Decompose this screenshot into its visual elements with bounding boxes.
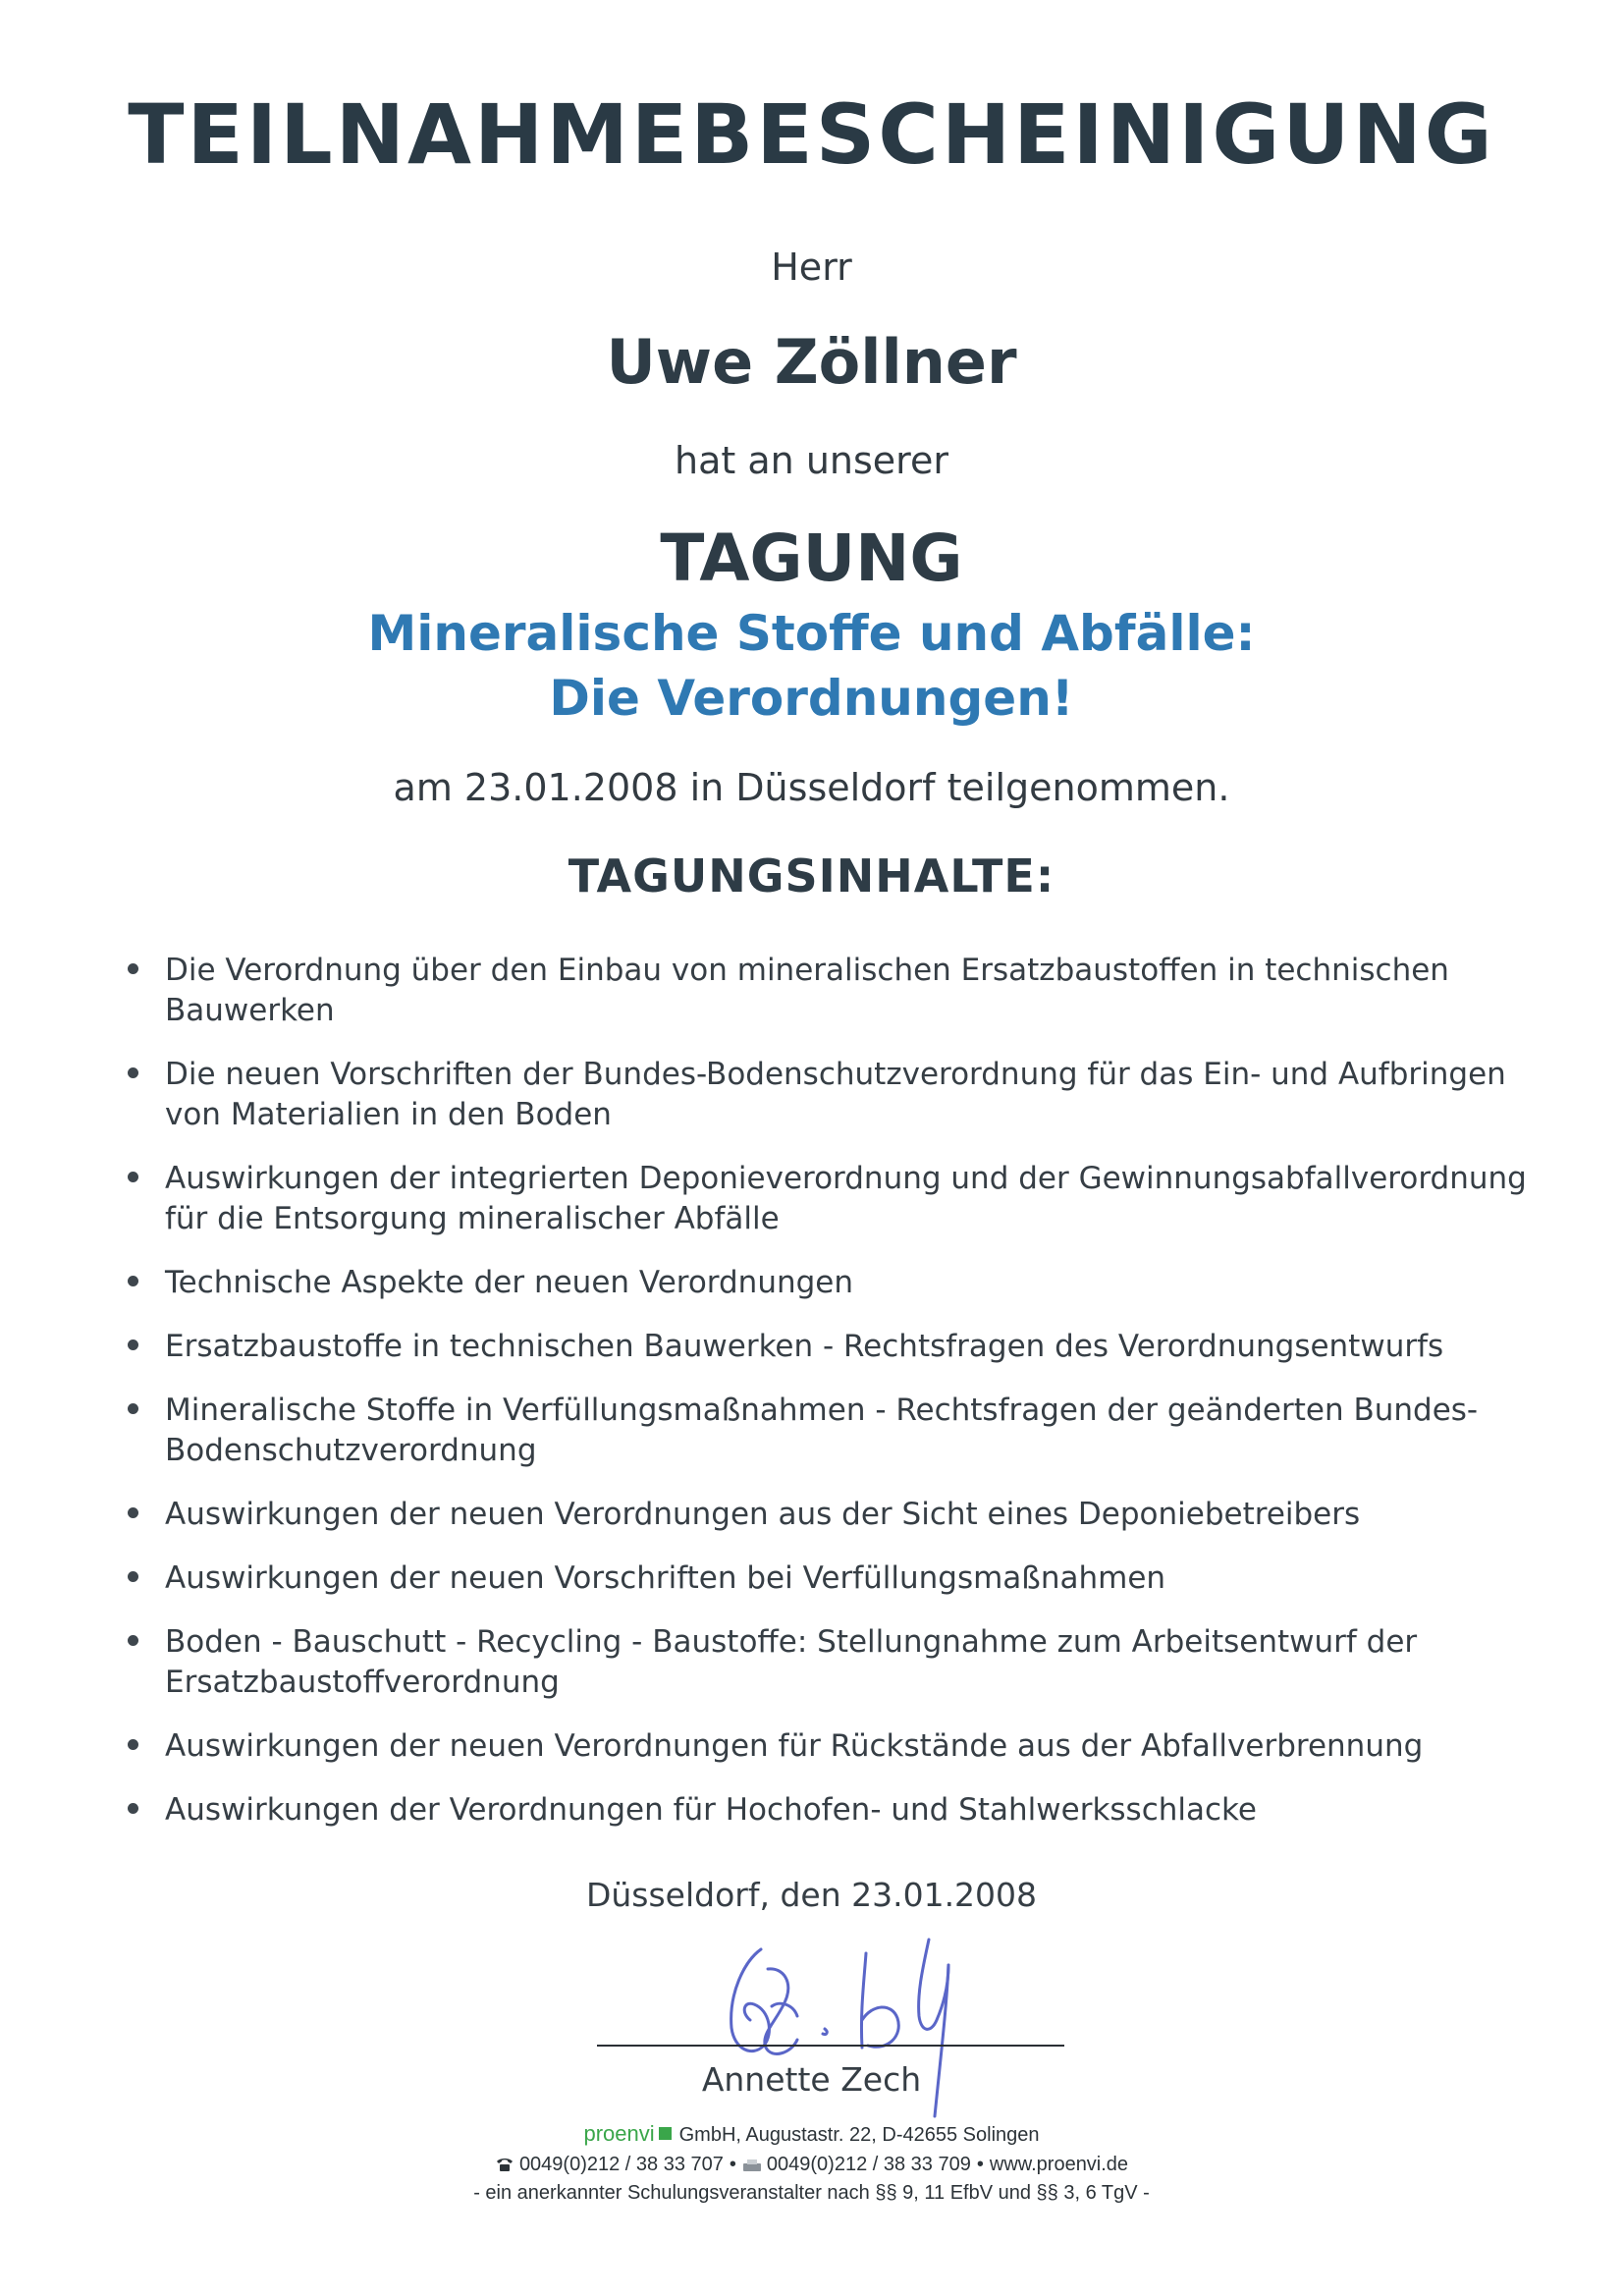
topic-item bbox=[128, 1622, 1542, 1703]
website-link[interactable]: www.proenvi.de bbox=[989, 2154, 1129, 2175]
topic-item bbox=[128, 1558, 1542, 1599]
brand-name: proenvi bbox=[583, 2121, 655, 2146]
fax-number: 0049(0)212 / 38 33 709 bbox=[766, 2154, 971, 2175]
topic-item bbox=[128, 1159, 1542, 1239]
topic-line: Auswirkungen der neuen Verordnungen aus der Sicht eines Deponiebetreibers bbox=[165, 1497, 1361, 1532]
bullet-icon bbox=[128, 1739, 138, 1750]
topic-item bbox=[128, 1726, 1542, 1767]
event-title bbox=[0, 601, 1623, 731]
bullet-icon bbox=[128, 1339, 138, 1350]
topic-item bbox=[128, 951, 1542, 1031]
place-date: Düsseldorf, den 23.01.2008 bbox=[585, 1876, 1038, 1914]
topic-item bbox=[128, 1391, 1542, 1471]
topic-line: Ersatzbaustoffe in technischen Bauwerken - Rechtsfragen des Verordnungsentwurfs bbox=[165, 1329, 1444, 1364]
separator-dot: • bbox=[976, 2154, 984, 2175]
bullet-icon bbox=[128, 1803, 138, 1814]
topic-line: Auswirkungen der Verordnungen für Hochofen- und Stahlwerksschlacke bbox=[165, 1792, 1257, 1828]
topic-item bbox=[128, 1790, 1542, 1831]
topic-line: Bauwerken bbox=[165, 993, 335, 1028]
attendance-date-line: am 23.01.2008 in Düsseldorf teilgenommen. bbox=[393, 766, 1230, 809]
event-title-line-1: Mineralische Stoffe und Abfälle: bbox=[367, 605, 1256, 662]
intro-text: hat an unserer bbox=[675, 439, 948, 482]
signature-line bbox=[597, 2045, 1064, 2047]
footer-accreditation: - ein anerkannter Schulungsveranstalter nach §§ 9, 11 EfbV und §§ 3, 6 TgV - bbox=[473, 2182, 1150, 2204]
bullet-icon bbox=[128, 1276, 138, 1286]
bullet-icon bbox=[128, 1067, 138, 1078]
bullet-icon bbox=[128, 1635, 138, 1646]
signatory-name: Annette Zech bbox=[701, 2060, 922, 2099]
bullet-icon bbox=[128, 1403, 138, 1414]
bullet-icon bbox=[128, 1507, 138, 1518]
topic-item bbox=[128, 1495, 1542, 1535]
topic-line: von Materialien in den Boden bbox=[165, 1097, 612, 1132]
topic-item bbox=[128, 1327, 1542, 1367]
salutation: Herr bbox=[771, 246, 852, 289]
company-address: GmbH, Augustastr. 22, D-42655 Solingen bbox=[678, 2124, 1040, 2146]
topic-line: Bodenschutzverordnung bbox=[165, 1433, 537, 1468]
topic-item bbox=[128, 1055, 1542, 1135]
bullet-icon bbox=[128, 1172, 138, 1182]
separator-dot: • bbox=[729, 2154, 736, 2175]
phone-number: 0049(0)212 / 38 33 707 bbox=[518, 2154, 724, 2175]
topic-line: Auswirkungen der neuen Vorschriften bei Verfüllungsmaßnahmen bbox=[165, 1560, 1166, 1596]
topic-line: Mineralische Stoffe in Verfüllungsmaßnahmen - Rechtsfragen der geänderten Bundes- bbox=[165, 1393, 1479, 1428]
topics-list bbox=[128, 951, 1542, 1854]
certificate-title: TEILNAHMEBESCHEINIGUNG bbox=[128, 86, 1495, 183]
bullet-icon bbox=[128, 1571, 138, 1582]
fax-icon bbox=[742, 2159, 762, 2172]
topic-line: Die neuen Vorschriften der Bundes-Bodenschutzverordnung für das Ein- und Aufbringen bbox=[165, 1057, 1506, 1092]
event-type: TAGUNG bbox=[660, 520, 963, 596]
participant-name: Uwe Zöllner bbox=[606, 326, 1017, 398]
topic-line: Die Verordnung über den Einbau von mineralischen Ersatzbaustoffen in technischen bbox=[165, 953, 1449, 988]
footer-contact-line bbox=[0, 2154, 1623, 2176]
bullet-icon bbox=[128, 963, 138, 974]
brand-logo-square bbox=[659, 2127, 672, 2140]
topic-line: Technische Aspekte der neuen Verordnungen bbox=[165, 1265, 854, 1300]
footer-company-line bbox=[0, 2121, 1623, 2147]
topic-line: Auswirkungen der neuen Verordnungen für Rückstände aus der Abfallverbrennung bbox=[165, 1728, 1424, 1764]
topic-line: Boden - Bauschutt - Recycling - Baustoffe: Stellungnahme zum Arbeitsentwurf der bbox=[165, 1624, 1418, 1660]
topic-line: Auswirkungen der integrierten Deponieverordnung und der Gewinnungsabfallverordnung bbox=[165, 1161, 1527, 1196]
phone-icon bbox=[495, 2157, 514, 2172]
topic-line: Ersatzbaustoffverordnung bbox=[165, 1665, 560, 1700]
event-title-line-2: Die Verordnungen! bbox=[549, 670, 1074, 727]
topic-line: für die Entsorgung mineralischer Abfälle bbox=[165, 1201, 780, 1236]
contents-heading: TAGUNGSINHALTE: bbox=[568, 849, 1055, 902]
topic-item bbox=[128, 1263, 1542, 1303]
